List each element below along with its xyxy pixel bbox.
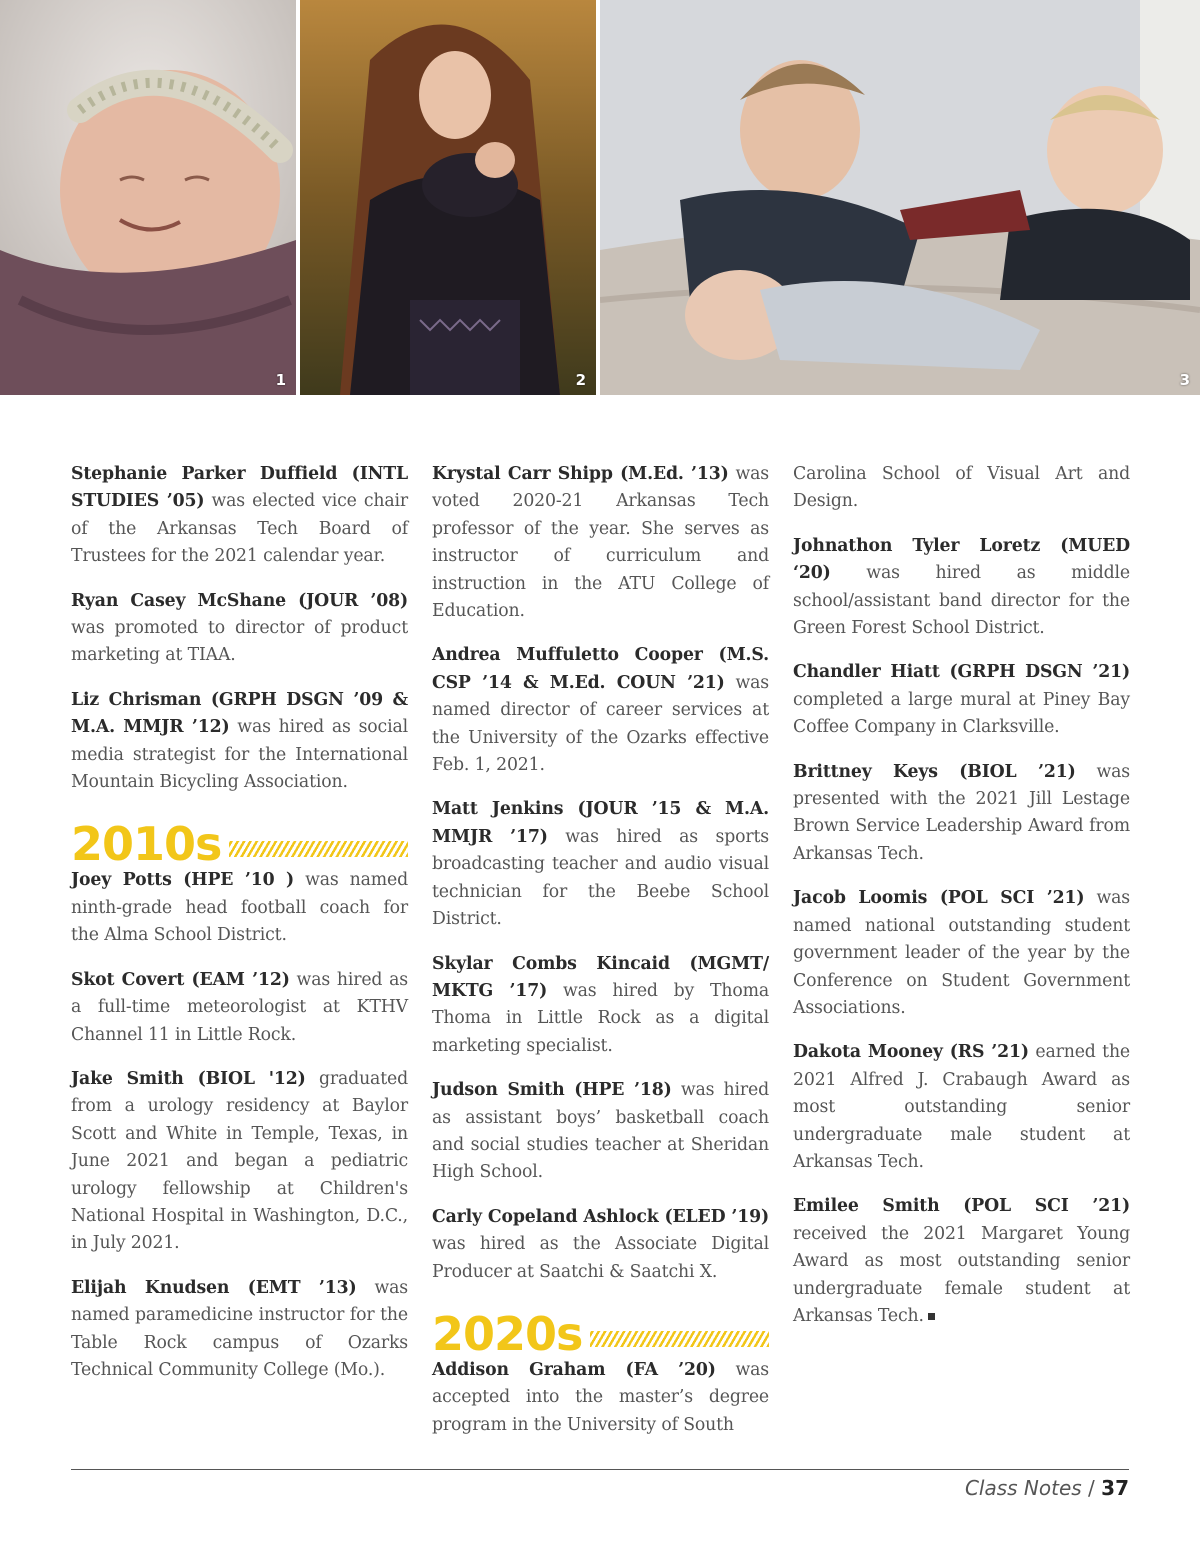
alumni-name: Elijah Knudsen (EMT ’13) xyxy=(71,1277,357,1298)
decade-hatch-decoration xyxy=(590,1331,769,1347)
alumni-name: Addison Graham (FA ’20) xyxy=(432,1359,716,1380)
note-text: was voted 2020-21 Arkansas Tech professor of the year. She serves as instructor of curriculum and instruction in the ATU College of Education. xyxy=(432,464,769,622)
photo-2 xyxy=(300,0,596,395)
footer-separator: / xyxy=(1081,1476,1102,1500)
alumni-name: Carly Copeland Ashlock (ELED ’19) xyxy=(432,1206,769,1227)
note-text: graduated from a urology residency at Baylor Scott and White in Temple, Texas, in June 2021 and began a pediatric urology fellowship at Children's National Hospital in Washington, D.C., in July 2021. xyxy=(71,1068,408,1254)
woman-holding-baby-photo xyxy=(300,0,596,395)
note-text: was accepted into the master’s degree program in the University of South xyxy=(432,1359,770,1435)
class-note xyxy=(793,1193,1130,1330)
note-text: was named director of career services at the University of the Ozarks effective Feb. 1, 2021. xyxy=(432,672,770,776)
text-column-1 xyxy=(71,461,408,1401)
class-note xyxy=(793,659,1130,741)
decade-hatch-decoration xyxy=(229,841,408,857)
class-note xyxy=(71,461,408,571)
class-note xyxy=(71,687,408,797)
alumni-name: Skot Covert (EAM ’12) xyxy=(71,969,290,990)
photo-1 xyxy=(0,0,296,395)
alumni-name: Brittney Keys (BIOL ’21) xyxy=(793,761,1076,782)
decade-label: 2020s xyxy=(432,1306,583,1361)
note-text: earned the 2021 Alfred J. Crabaugh Award as most outstanding senior undergraduate male student at Arkansas Tech. xyxy=(793,1042,1130,1172)
alumni-name: Emilee Smith (POL SCI ’21) xyxy=(793,1196,1130,1217)
note-text: was hired as assistant boys’ basketball coach and social studies teacher at Sheridan High School. xyxy=(432,1080,769,1183)
alumni-name: Liz Chrisman (GRPH DSGN ’09 & M.A. MMJR ’12) xyxy=(71,689,408,738)
photo-number: 2 xyxy=(575,371,586,389)
alumni-name: Dakota Mooney (RS ’21) xyxy=(793,1042,1029,1063)
note-text: was hired by Thoma Thoma in Little Rock as a digital marketing specialist. xyxy=(432,980,769,1056)
decade-heading xyxy=(432,1303,769,1361)
note-text: was elected vice chair of the Arkansas Tech Board of Trustees for the 2021 calendar year. xyxy=(71,491,408,567)
class-note xyxy=(432,642,769,779)
class-note xyxy=(432,461,769,625)
class-note xyxy=(432,1357,769,1439)
text-column-3 xyxy=(793,461,1130,1347)
page-number: 37 xyxy=(1101,1476,1129,1500)
class-note xyxy=(793,1039,1130,1176)
alumni-name: Matt Jenkins (JOUR ’15 & M.A. MMJR ’17) xyxy=(432,799,769,847)
note-text: was named paramedicine instructor for the Table Rock campus of Ozarks Technical Community College (Mo.). xyxy=(71,1277,409,1380)
alumni-name: Andrea Muffuletto Cooper (M.S. CSP ’14 & M.Ed. COUN ’21) xyxy=(432,645,769,693)
text-column-2 xyxy=(432,461,769,1456)
note-text: was promoted to director of product marketing at TIAA. xyxy=(71,618,408,666)
end-of-section-mark xyxy=(928,1313,935,1320)
note-text: was hired as the Associate Digital Producer at Saatchi & Saatchi X. xyxy=(432,1234,769,1282)
class-note xyxy=(71,1275,408,1385)
note-text: was hired as sports broadcasting teacher and audio visual technician for the Beebe School District. xyxy=(432,826,769,930)
decade-heading xyxy=(71,813,408,872)
class-note xyxy=(71,1066,408,1258)
photo-number: 1 xyxy=(275,371,286,389)
class-note xyxy=(432,1077,769,1187)
newborn-with-flower-crown-photo xyxy=(0,0,296,395)
note-text: was hired as middle school/assistant band director for the Green Forest School District. xyxy=(793,563,1130,639)
class-note xyxy=(71,588,408,670)
class-note xyxy=(432,1204,769,1286)
alumni-name: Judson Smith (HPE ’18) xyxy=(432,1080,672,1101)
alumni-name: Jacob Loomis (POL SCI ’21) xyxy=(793,888,1085,909)
class-note xyxy=(71,967,408,1049)
note-text: received the 2021 Margaret Young Award as most outstanding senior undergraduate female student at Arkansas Tech. xyxy=(793,1223,1130,1326)
page-footer xyxy=(965,1476,1129,1500)
class-note xyxy=(793,759,1130,869)
class-note xyxy=(432,951,769,1061)
class-note xyxy=(793,461,1130,516)
note-text: was named national outstanding student government leader of the year by the Conference on Student Government Associations. xyxy=(793,888,1130,1018)
note-text: completed a large mural at Piney Bay Coffee Company in Clarksville. xyxy=(793,689,1130,738)
note-text: was hired as social media strategist for the International Mountain Bicycling Association. xyxy=(71,717,408,793)
alumni-name: Krystal Carr Shipp (M.Ed. ’13) xyxy=(432,464,729,484)
photo-3 xyxy=(600,0,1200,395)
note-text: Carolina School of Visual Art and Design. xyxy=(793,464,1130,512)
photo-number: 3 xyxy=(1179,371,1190,389)
class-note xyxy=(432,796,769,933)
class-note xyxy=(71,867,408,949)
alumni-name: Skylar Combs Kincaid (MGMT/ MKTG ’17) xyxy=(432,953,769,1001)
class-note xyxy=(793,885,1130,1022)
footer-divider xyxy=(71,1469,1129,1470)
note-text: was hired as a full-time meteorologist at KTHV Channel 11 in Little Rock. xyxy=(71,969,408,1045)
class-note xyxy=(793,533,1130,643)
alumni-name: Jake Smith (BIOL '12) xyxy=(71,1068,306,1089)
decade-label: 2010s xyxy=(71,817,222,872)
alumni-name: Chandler Hiatt (GRPH DSGN ’21) xyxy=(793,662,1130,683)
alumni-name: Stephanie Parker Duffield (INTL STUDIES ’05) xyxy=(71,464,408,512)
alumni-name: Ryan Casey McShane (JOUR ’08) xyxy=(71,590,408,611)
alumni-name: Johnathon Tyler Loretz (MUED ‘20) xyxy=(793,535,1130,584)
alumni-name: Joey Potts (HPE ’10 ) xyxy=(71,870,295,891)
note-text: was named ninth-grade head football coach for the Alma School District. xyxy=(71,870,408,946)
footer-section-title: Class Notes xyxy=(964,1476,1082,1500)
boys-with-newborn-photo xyxy=(600,0,1200,395)
note-text: was presented with the 2021 Jill Lestage Brown Service Leadership Award from Arkansas Tech. xyxy=(793,761,1130,864)
